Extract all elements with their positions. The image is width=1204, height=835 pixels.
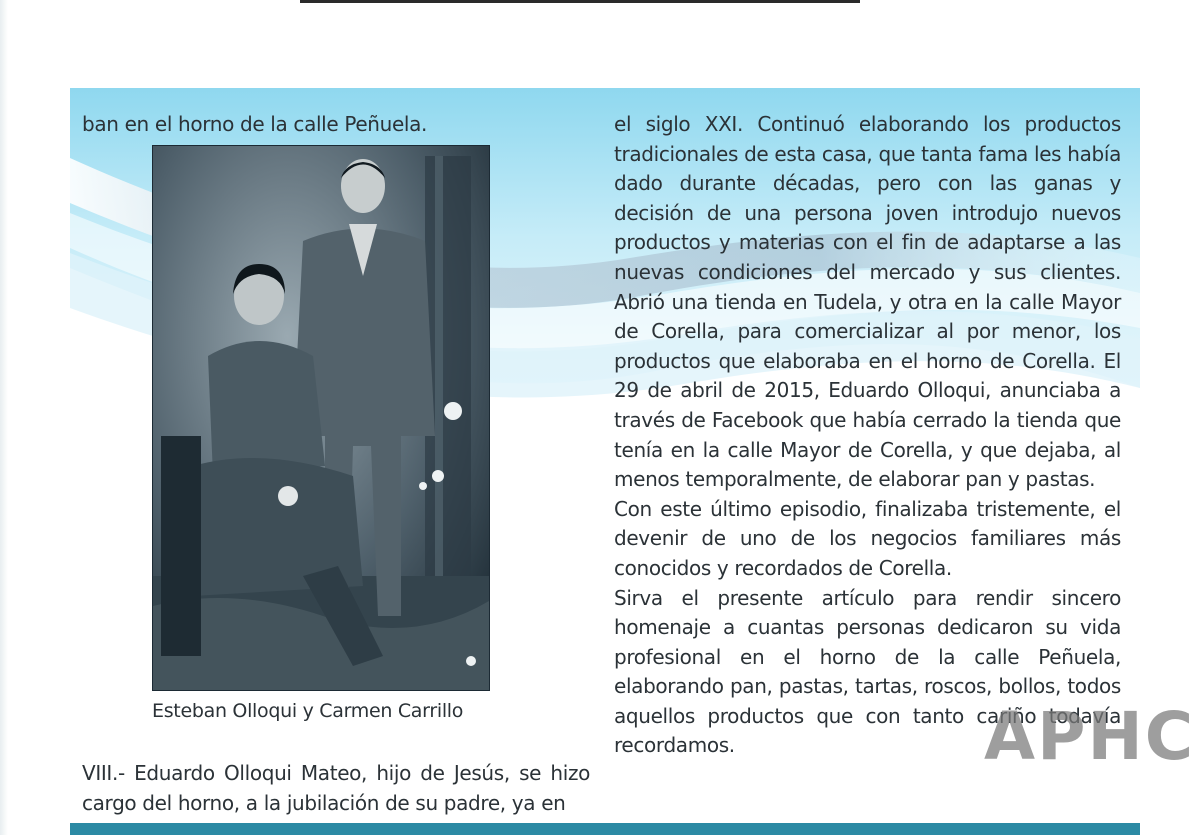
left-column-top-line: ban en el horno de la calle Peñuela. [82, 112, 428, 136]
historic-couple-photo [152, 145, 490, 691]
couple-photo-illustration [153, 146, 489, 690]
bottom-accent-bar [70, 823, 1140, 835]
page-left-edge [0, 0, 8, 835]
right-paragraph-1: el siglo XXI. Continuó elaborando los productos tradicionales de esta casa, que tanta fama les había dado durante décadas, pero con las ganas y decisión de una persona joven introdujo nuevos productos y materias con el fin de adaptarse a las nuevas condiciones del mercado y sus clientes. Abrió una tienda en Tudela, y otra en la calle Mayor de Corella, para comercializar al por menor, los productos que elaboraba en el horno de Corella. El 29 de abril de 2015, Eduardo Olloqui, anunciaba a través de Facebook que había cerrado la tienda que tenía en la calle Mayor de Corella, y que dejaba, al menos temporalmente, de elaborar pan y pastas. [614, 112, 1121, 492]
aphc-watermark-logo: APHC [984, 698, 1196, 775]
right-paragraph-3: Sirva el presente artículo para rendir sincero homenaje a cuantas personas dedicaron su vida profesional en el horno de la calle Peñuela, elaborando pan, pastas, tartas, roscos, bollos, todos aquellos productos que con tanto cariño todavía recordamos. [614, 585, 1121, 758]
photo-caption: Esteban Olloqui y Carmen Carrillo [152, 700, 464, 722]
right-paragraph-2: Con este último episodio, finalizaba tristemente, el devenir de uno de los negocios familiares más conocidos y recordados de Corella. [614, 496, 1121, 580]
right-column-text [614, 110, 1121, 761]
left-column-bottom-paragraph: VIII.- Eduardo Olloqui Mateo, hijo de Jesús, se hizo cargo del horno, a la jubilación de su padre, ya en [82, 761, 590, 815]
page-top-edge [300, 0, 860, 3]
